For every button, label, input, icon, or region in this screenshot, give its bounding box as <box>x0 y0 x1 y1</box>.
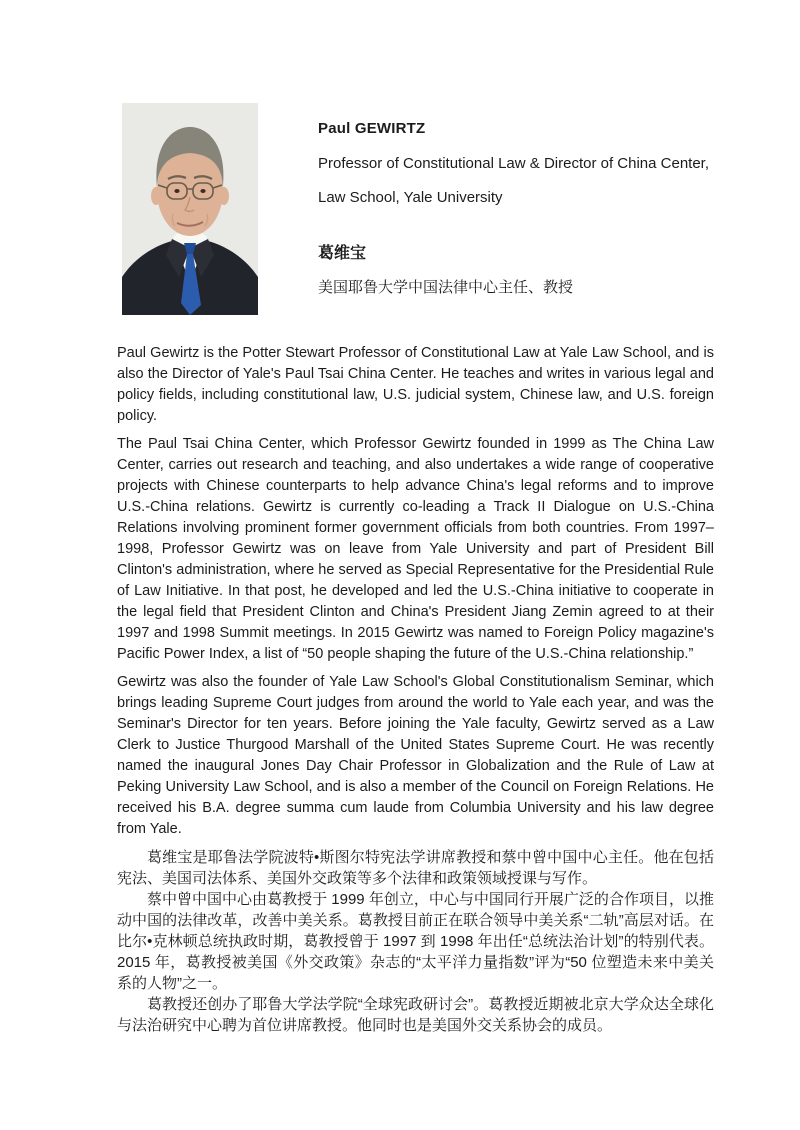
bio-paragraph-en-1: Paul Gewirtz is the Potter Stewart Professor of Constitutional Law at Yale Law School, and is also the Director of Yale's Paul Tsai China Center. He teaches and writes in various legal and policy fields, including constitutional law, U.S. judicial system, Chinese law, and U.S. foreign policy. <box>117 345 714 424</box>
bio-paragraph-zh-1: 葛维宝是耶鲁法学院波特•斯图尔特宪法学讲席教授和蔡中曾中国中心主任。他在包括宪法、美国司法体系、美国外交政策等多个法律和政策领域授课与写作。 <box>117 849 714 887</box>
photo-eye-right <box>200 189 205 193</box>
person-title-line1: Professor of Constitutional Law & Director of China Center, <box>318 155 710 172</box>
person-name-zh: 葛维宝 <box>318 245 367 262</box>
portrait-photo <box>122 103 258 315</box>
person-title-zh: 美国耶鲁大学中国法律中心主任、教授 <box>318 279 574 296</box>
portrait-photo-illustration <box>122 103 258 315</box>
biography-section <box>117 343 714 1036</box>
person-title-line2: Law School, Yale University <box>318 189 503 206</box>
bio-paragraph-zh-3: 葛教授还创办了耶鲁大学法学院“全球宪政研讨会”。葛教授近期被北京大学众达全球化与法治研究中心聘为首位讲席教授。他同时也是美国外交关系协会的成员。 <box>117 996 714 1034</box>
bio-paragraph-zh-2: 蔡中曾中国中心由葛教授于 1999 年创立，中心与中国同行开展广泛的合作项目，以推动中国的法律改革，改善中美关系。葛教授目前正在联合领导中美关系“二轨”高层对话。在比尔•克林顿总统执政时期，葛教授曾于 1997 到 1998 年出任“总统法治计划”的特别代表。2015 年，葛教授被美国《外交政策》杂志的“太平洋力量指数”评为“50 位塑造未来中美关系的人物”之一。 <box>117 891 714 992</box>
bio-paragraph-en-3: Gewirtz was also the founder of Yale Law School's Global Constitutionalism Seminar, which brings leading Supreme Court judges from around the world to Yale each year, and was the Seminar's Director for ten years. Before joining the Yale faculty, Gewirtz served as a Law Clerk to Justice Thurgood Marshall of the United States Supreme Court. He was recently named the inaugural Jones Day Chair Professor in Globalization and the Rule of Law at Peking University Law School, and is also a member of the Council on Foreign Relations. He received his B.A. degree summa cum laude from Columbia University and his law degree from Yale. <box>117 674 714 837</box>
person-name-en: Paul GEWIRTZ <box>318 120 426 137</box>
photo-eye-left <box>174 189 179 193</box>
bio-paragraph-en-2: The Paul Tsai China Center, which Professor Gewirtz founded in 1999 as The China Law Center, carries out research and teaching, and also undertakes a wide range of cooperative projects with Chinese counterparts to help advance China's legal reforms and to improve U.S.-China relations. Gewirtz is currently co-leading a Track II Dialogue on U.S.-China Relations involving prominent former government officials from both countries. From 1997–1998, Professor Gewirtz was on leave from Yale University and part of President Bill Clinton's administration, where he served as Special Representative for the Presidential Rule of Law Initiative. In that post, he developed and led the U.S.-China initiative to cooperate in the legal field that President Clinton and China's President Jiang Zemin agreed to at their 1997 and 1998 Summit meetings. In 2015 Gewirtz was named to Foreign Policy magazine's Pacific Power Index, a list of “50 people shaping the future of the U.S.-China relationship.” <box>117 436 714 662</box>
